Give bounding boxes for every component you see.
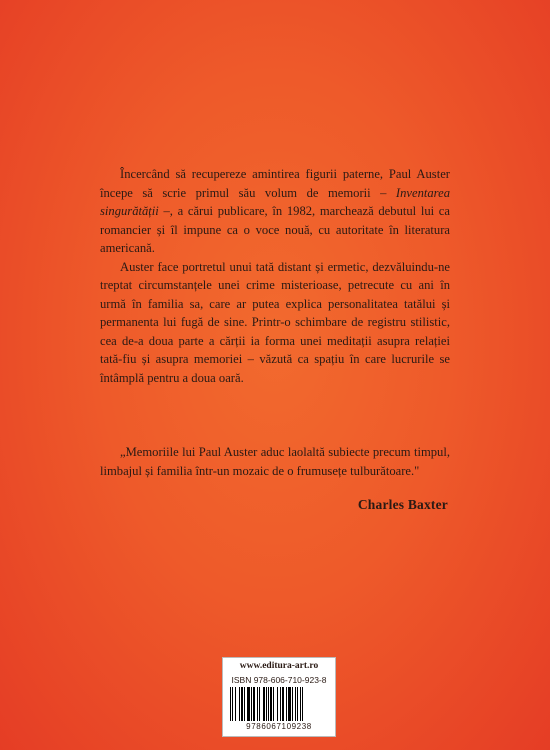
blurb	[100, 165, 450, 387]
publisher-website[interactable]: www.editura-art.ro	[239, 661, 319, 671]
review-quote	[100, 443, 450, 480]
publisher-info-box	[222, 657, 336, 737]
barcode-number: 9786067109238	[246, 722, 312, 731]
blurb-paragraph-2: Auster face portretul unui tată distant și ermetic, dezvăluindu-ne treptat circumstanțele unei crime misterioase, petrecute cu ani în urmă în familia sa, care ar putea explica personalitatea tatălui și permanenta lui fugă de sine. Printr-o schimbare de registru stilistic, cea de-a doua parte a cărții ia forma unei meditații asupra relației tată-fiu și asupra memoriei – văzută ca spațiu în care lucrurile se întâmplă pentru a doua oară.	[100, 259, 450, 385]
quote-author: Charles Baxter	[357, 497, 448, 512]
barcode-bar	[302, 687, 303, 721]
quote-text: „Memoriile lui Paul Auster aduc laolaltă subiecte precum timpul, limbajul și familia într-un mozaic de o frumusețe tulburătoare."	[100, 445, 450, 478]
blurb-paragraph-1	[100, 165, 450, 258]
blurb-text: –, a cărui publicare, în 1982, marchează debutul lui ca romancier și îl impune ca o voce nouă, cu autoritate în literatura americană.	[100, 204, 450, 255]
book-title: Inventarea singurătății	[100, 185, 450, 218]
blurb-text: Încercând să recupereze amintirea figurii paterne, Paul Auster începe să scrie primul său volum de memorii –	[100, 167, 450, 200]
barcode	[230, 687, 328, 721]
isbn-label: ISBN 978-606-710-923-8	[231, 675, 327, 685]
